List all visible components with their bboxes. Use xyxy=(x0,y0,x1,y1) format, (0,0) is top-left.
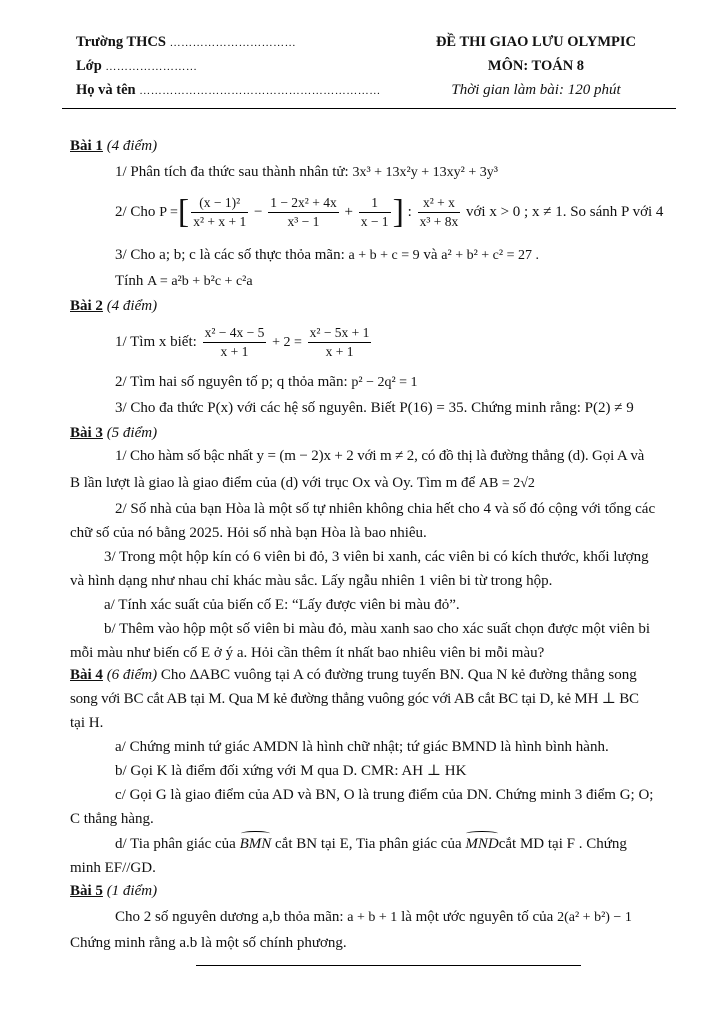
eq-frac-1 xyxy=(203,325,267,360)
b3-heading xyxy=(70,423,687,443)
b4-d1-pre: d/ Tia phân giác của xyxy=(115,836,236,852)
b5-title: Bài 5 xyxy=(70,883,103,899)
frac-4 xyxy=(418,195,461,230)
exam-subject: MÔN: TOÁN 8 xyxy=(487,58,585,74)
b1-q1 xyxy=(115,162,687,183)
b2-points: (4 điểm) xyxy=(106,298,158,314)
class-line xyxy=(76,58,197,75)
b5-heading xyxy=(70,881,687,901)
exam-title: ĐỀ THI GIAO LƯU OLYMPIC xyxy=(435,34,637,50)
b1-title: Bài 1 xyxy=(70,138,103,154)
b2-q2-text: 2/ Tìm hai số nguyên tố p; q thỏa mãn: xyxy=(115,374,348,390)
class-label: Lớp xyxy=(76,58,102,74)
exam-time: Thời gian làm bài: 120 phút xyxy=(451,82,621,98)
b4-l1 xyxy=(70,665,687,685)
b3-q3a: 3/ Trong một hộp kín có 6 viên bi đỏ, 3 viên bi xanh, các viên bi có kích thước, khối lượng xyxy=(104,549,649,565)
frac-4-num: x² + x xyxy=(418,195,461,213)
frac-1 xyxy=(191,195,248,230)
b1-points: (4 điểm) xyxy=(106,138,158,154)
b4-l3: tại H. xyxy=(70,715,104,731)
b3-q1b-text: B lần lượt là giao là giao điểm của (d) với trục Ox và Oy. Tìm m để xyxy=(70,475,476,491)
b3-q2a: 2/ Số nhà của bạn Hòa là một số tự nhiên không chia hết cho 4 và số đó cộng với tổng các xyxy=(115,501,656,517)
frac-2-den: x³ − 1 xyxy=(287,214,320,230)
eq-frac-2 xyxy=(308,325,372,360)
b3-q1a: 1/ Cho hàm số bậc nhất y = (m − 2)x + 2 với m ≠ 2, có đồ thị là đường thẳng (d). Gọi A và xyxy=(115,448,645,464)
name-label: Họ và tên xyxy=(76,82,136,98)
frac-2-num: 1 − 2x² + 4x xyxy=(268,195,339,213)
b2-q2 xyxy=(115,372,687,393)
b3-q3e: mỗi màu như biến cố E ở ý a. Hỏi cần thêm ít nhất bao nhiêu viên bi mỗi màu? xyxy=(70,645,545,661)
school-label: Trường THCS xyxy=(76,34,166,50)
b1-q2: 2/ Cho P =[ $\frac{\text{(x − 1)²}}{\text{x² + x + 1}}$ − $\frac{\text{1 − 2x² + 4x}}{\text{x³ − 1}}$ + $\frac{1}{x - 1}$ ] : $\frac{\text{x² + x}}{\text{x³ + 8x}}$ với x > 0 ; x ≠ 1. So sánh P với 4 xyxy=(115,193,664,231)
b4-a: a/ Chứng minh tứ giác AMDN là hình chữ nhật; tứ giác BMND là hình bình hành. xyxy=(115,739,609,755)
b2-title: Bài 2 xyxy=(70,298,103,314)
b1-q1-text: 1/ Phân tích đa thức sau thành nhân tử: xyxy=(115,164,349,180)
b3-q3c: a/ Tính xác suất của biến cố E: “Lấy được viên bi màu đỏ”. xyxy=(104,597,460,613)
name-line xyxy=(76,82,381,99)
ab-eq: AB = 2√2 xyxy=(478,476,535,491)
frac-4-den: x³ + 8x xyxy=(419,214,459,230)
b4-d1-mid: cắt BN tại E, Tia phân giác của xyxy=(275,836,462,852)
b3-q3b: và hình dạng như nhau chỉ khác màu sắc. Lấy ngẫu nhiên 1 viên bi từ trong hộp. xyxy=(70,573,553,589)
frac-2 xyxy=(268,195,339,230)
b3-q1b xyxy=(70,473,687,494)
b4-l2: song với BC cắt AB tại M. Qua M kẻ đường thẳng vuông góc với AB cắt BC tại D, kẻ MH ⊥ BC xyxy=(70,691,639,707)
b3-q2b: chữ số của nó bằng 2025. Hỏi số nhà bạn Hòa là bao nhiêu. xyxy=(70,525,427,541)
b1-heading xyxy=(70,136,687,156)
sq-eq: a² + b² + c² = 27 . xyxy=(441,248,539,263)
footer-rule xyxy=(196,965,581,966)
b2-heading xyxy=(70,296,687,316)
b5-l1-pre: Cho 2 số nguyên dương a,b thỏa mãn: xyxy=(115,909,344,925)
eq-frac-2-num: x² − 5x + 1 xyxy=(308,325,372,343)
b1-q2-post: với x > 0 ; x ≠ 1. So sánh P với 4 xyxy=(465,204,664,220)
b4-d1 xyxy=(115,834,687,854)
frac-3-num: 1 xyxy=(359,195,391,213)
b3-points: (5 điểm) xyxy=(106,425,158,441)
b1-q3b xyxy=(115,271,687,292)
a-expr: A = a²b + b²c + c²a xyxy=(147,274,253,289)
school-blank: …………………………… xyxy=(169,37,297,49)
b5-l1-mid: là một ước nguyên tố của xyxy=(401,909,554,925)
eq-frac-1-num: x² − 4x − 5 xyxy=(203,325,267,343)
b4-c1: c/ Gọi G là giao điểm của AD và BN, O là trung điểm của DN. Chứng minh 3 điểm G; O; xyxy=(115,787,654,803)
plus-two: + 2 = xyxy=(272,335,302,350)
b5-l2: Chứng minh rằng a.b là một số chính phương. xyxy=(70,935,347,951)
frac-1-num: (x − 1)² xyxy=(191,195,248,213)
sum-eq: a + b + c = 9 xyxy=(348,248,420,263)
b1-q2-pre: 2/ Cho xyxy=(115,204,156,220)
frac-3 xyxy=(359,195,391,230)
right-bracket: ] xyxy=(392,193,404,231)
header-rule xyxy=(62,108,676,109)
b3-title: Bài 3 xyxy=(70,425,103,441)
eq-frac-1-den: x + 1 xyxy=(220,344,249,360)
b4-c2: C thẳng hàng. xyxy=(70,811,154,827)
b4-title: Bài 4 xyxy=(70,667,103,683)
b2-q1-text: 1/ Tìm x biết: xyxy=(115,334,197,350)
school-line xyxy=(76,34,296,51)
name-blank: ……………………………………………………… xyxy=(139,85,381,97)
b1-q3-text: 3/ Cho a; b; c là các số thực thỏa mãn: xyxy=(115,247,345,263)
exam-header xyxy=(76,34,685,104)
b2-q1 xyxy=(115,320,687,364)
compute-word: Tính xyxy=(115,273,144,289)
b1-poly: 3x³ + 13x²y + 13xy² + 3y³ xyxy=(352,165,498,180)
and-word: và xyxy=(423,247,438,263)
b4-b: b/ Gọi K là điểm đối xứng với M qua D. CMR: AH ⊥ HK xyxy=(115,763,467,779)
b1-q3 xyxy=(115,245,687,266)
frac-3-den: x − 1 xyxy=(360,214,389,230)
eq-frac-2-den: x + 1 xyxy=(325,344,354,360)
b5-points: (1 điểm) xyxy=(106,883,158,899)
angle-bmn: BMN xyxy=(239,836,272,852)
frac-1-den: x² + x + 1 xyxy=(193,214,247,230)
b4-points: (6 điểm) xyxy=(106,667,158,683)
p-equals: P = xyxy=(159,205,178,220)
b4-l1-text: Cho ΔABC vuông tại A có đường trung tuyến BN. Qua N kẻ đường thẳng song xyxy=(160,667,637,683)
pq-eq: p² − 2q² = 1 xyxy=(351,375,418,390)
prime-expr: 2(a² + b²) − 1 xyxy=(557,910,632,925)
b4-d1-post: cắt MD tại F . Chứng xyxy=(498,836,627,852)
b2-q3: 3/ Cho đa thức P(x) với các hệ số nguyên. Biết P(16) = 35. Chứng minh rằng: P(2) ≠ 9 xyxy=(115,400,634,416)
angle-mnd: MND xyxy=(465,836,499,852)
b5-l1 xyxy=(115,907,687,928)
ab1-expr: a + b + 1 xyxy=(347,910,398,925)
b4-d2: minh EF//GD. xyxy=(70,860,156,876)
left-bracket: [ xyxy=(177,193,190,231)
class-blank: …………………… xyxy=(105,61,198,73)
b3-q3d: b/ Thêm vào hộp một số viên bi màu đỏ, màu xanh sao cho xác suất chọn được một viên bi xyxy=(104,621,651,637)
